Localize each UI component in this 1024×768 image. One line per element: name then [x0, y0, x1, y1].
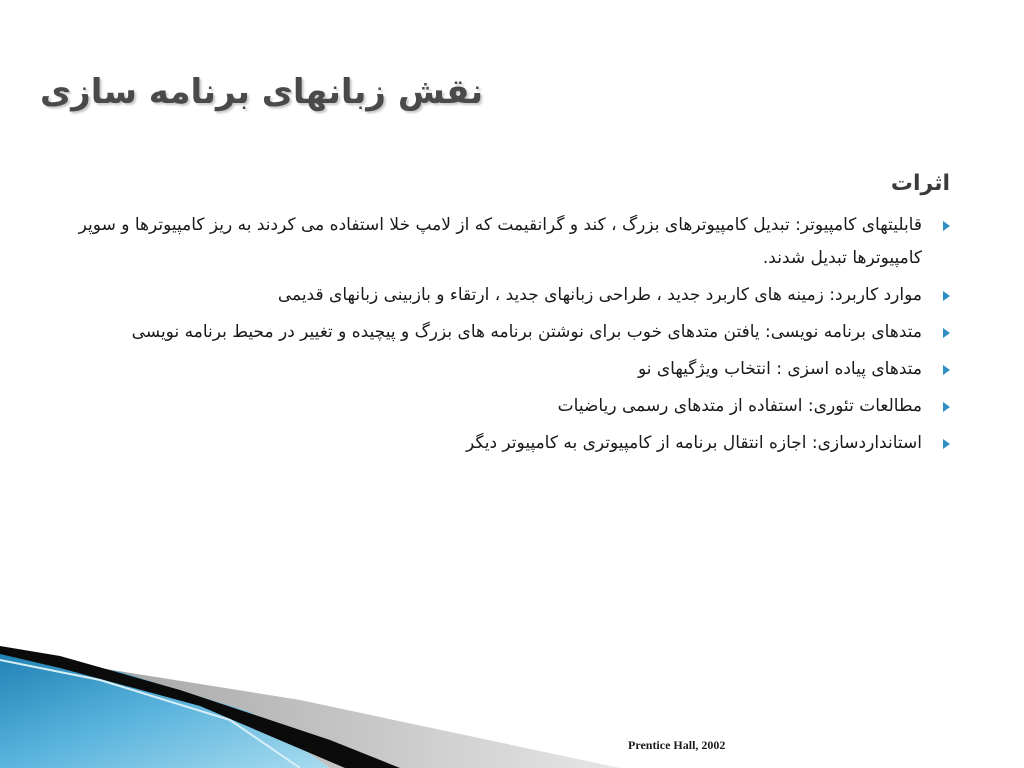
bullet-text: مطالعات تئوری: استفاده از متدهای رسمی ریاضیات: [557, 395, 922, 416]
bullet-item: [70, 279, 950, 312]
bullet-item: [70, 209, 950, 275]
bullet-text: موارد کاربرد: زمینه های کاربرد جدید ، طراحی زبانهای جدید ، ارتقاء و بازبینی زبانهای قدیمی: [277, 284, 922, 305]
bullet-item: [70, 353, 950, 386]
section-heading: اثرات: [890, 171, 950, 196]
triangle-right-icon: [943, 328, 950, 338]
decor-blue-band: [0, 648, 330, 768]
bullet-text: استانداردسازی: اجازه انتقال برنامه از کامپیوتری به کامپیوتر دیگر: [465, 432, 922, 453]
decor-grey-band: [0, 652, 620, 768]
slide-title: نقش زبانهای برنامه سازی: [40, 72, 484, 112]
decor-black-stripe: [0, 646, 400, 768]
footer-credit: Prentice Hall, 2002: [628, 738, 726, 752]
triangle-right-icon: [943, 365, 950, 375]
triangle-right-icon: [943, 221, 950, 231]
bullet-item: [70, 390, 950, 423]
bullet-item: [70, 316, 950, 349]
bullet-text: متدهای برنامه نویسی: یافتن متدهای خوب برای نوشتن برنامه های بزرگ و پیچیده و تغییر در محیط برنامه نویسی: [131, 321, 922, 342]
bullet-item: [70, 427, 950, 460]
bullet-text: متدهای پیاده اسزی : انتخاب ویژگیهای نو: [637, 358, 922, 379]
slide-content: [70, 170, 950, 464]
bullet-text: قابلیتهای کامپیوتر: تبدیل کامپیوترهای بزرگ ، کند و گرانقیمت که از لامپ خلا استفاده می کردند به ریز کامپیوترها و سوپر کامپیوترها تبدیل شدند.: [78, 214, 922, 268]
bullet-list: [70, 209, 950, 460]
triangle-right-icon: [943, 291, 950, 301]
triangle-right-icon: [943, 439, 950, 449]
decor-light-line: [0, 660, 300, 768]
triangle-right-icon: [943, 402, 950, 412]
